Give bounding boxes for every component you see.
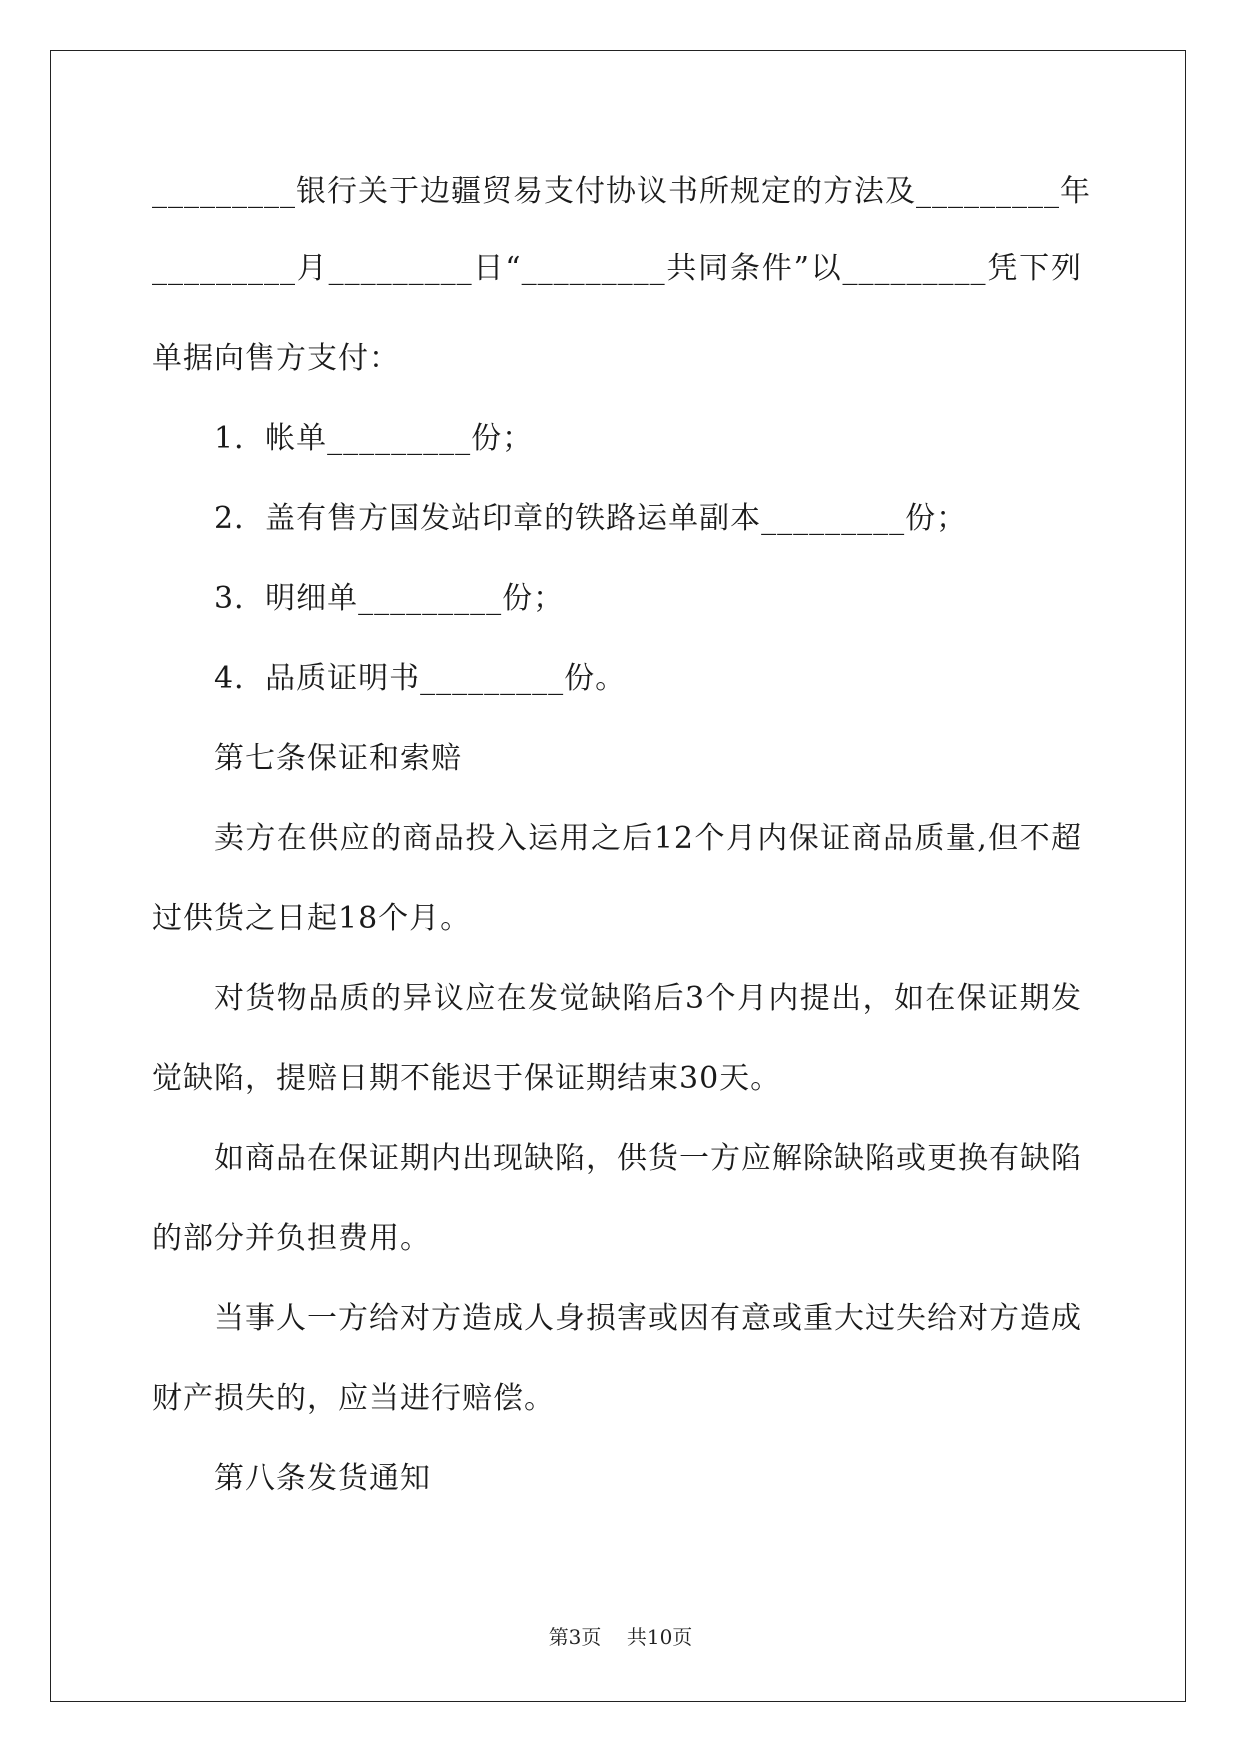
paragraph-line: _________月_________日“_________共同条件”以_________凭下列 — [152, 251, 1082, 286]
paragraph-line: 财产损失的，应当进行赔偿。 — [152, 1381, 555, 1416]
paragraph-line: 的部分并负担费用。 — [152, 1221, 431, 1256]
page-frame — [50, 50, 1186, 1702]
section-heading: 第八条发货通知 — [214, 1461, 431, 1496]
paragraph-line: 如商品在保证期内出现缺陷，供货一方应解除缺陷或更换有缺陷 — [214, 1141, 1082, 1176]
paragraph-line: 对货物品质的异议应在发觉缺陷后3个月内提出，如在保证期发 — [214, 981, 1082, 1016]
paragraph-line: 单据向售方支付： — [152, 341, 400, 376]
list-item: 4．品质证明书_________份。 — [214, 661, 627, 696]
list-item: 1．帐单_________份； — [214, 421, 534, 456]
paragraph-line: 觉缺陷，提赔日期不能迟于保证期结束30天。 — [152, 1061, 782, 1096]
paragraph-line: _________银行关于边疆贸易支付协议书所规定的方法及_________年 — [152, 174, 1091, 209]
paragraph-line: 当事人一方给对方造成人身损害或因有意或重大过失给对方造成 — [214, 1301, 1082, 1336]
paragraph-line: 过供货之日起18个月。 — [152, 901, 472, 936]
list-item: 2．盖有售方国发站印章的铁路运单副本_________份； — [214, 501, 968, 536]
section-heading: 第七条保证和索赔 — [214, 741, 462, 776]
paragraph-line: 卖方在供应的商品投入运用之后12个月内保证商品质量,但不超 — [214, 821, 1082, 856]
page-number: 第3页 共10页 — [548, 1625, 693, 1649]
list-item: 3．明细单_________份； — [214, 581, 565, 616]
